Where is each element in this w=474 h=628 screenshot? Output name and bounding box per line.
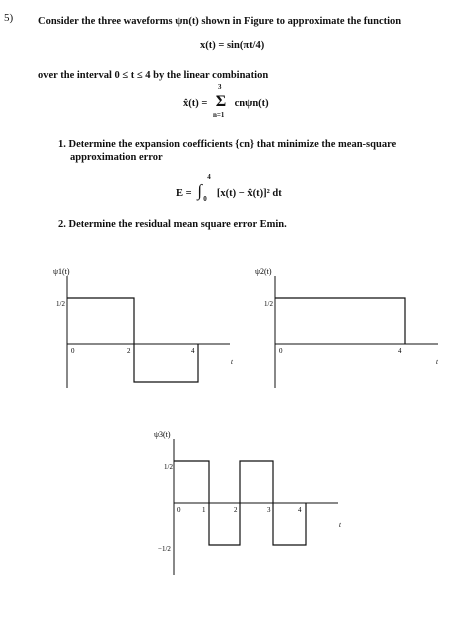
- summation-symbol: 3 Σ n=1: [212, 83, 227, 119]
- problem-number: 5): [4, 12, 14, 24]
- psi3-tick-3: 3: [267, 506, 271, 514]
- sum-upper-limit: 3: [217, 83, 222, 91]
- psi2-axis-var: t: [436, 358, 438, 366]
- psi2-waveform: [275, 298, 405, 344]
- psi1-tick-2: 2: [127, 347, 131, 355]
- psi2-half-label: 1/2: [264, 300, 273, 308]
- function-equation: x(t) = sin(πt/4): [200, 40, 265, 51]
- energy-rhs: [x(t) − x̂(t)]² dt: [216, 188, 282, 199]
- integral-symbol: 4 ∫ 0: [197, 173, 211, 203]
- psi1-tick-0: 0: [71, 347, 75, 355]
- energy-equation: [176, 173, 282, 203]
- approx-lhs: x̂(t) =: [183, 98, 208, 109]
- psi3-label: ψ3(t): [154, 430, 171, 439]
- psi2-tick-4: 4: [398, 347, 402, 355]
- graph-psi1: [45, 262, 245, 397]
- graph-psi2: [253, 262, 453, 397]
- psi1-axis-var: t: [231, 358, 233, 366]
- question-2: 2. Determine the residual mean square error Emin.: [58, 219, 287, 230]
- graph-psi3: [148, 425, 358, 585]
- approximation-equation: [183, 83, 269, 119]
- approx-rhs: cnψn(t): [234, 98, 269, 109]
- psi1-label: ψ1(t): [53, 267, 70, 276]
- interval-text: over the interval 0 ≤ t ≤ 4 by the linear combination: [38, 70, 269, 81]
- psi1-tick-4: 4: [191, 347, 195, 355]
- question-1-continued: approximation error: [70, 152, 163, 163]
- problem-intro: Consider the three waveforms ψn(t) shown in Figure to approximate the function: [38, 16, 402, 27]
- integral-lower-limit: 0: [203, 195, 207, 203]
- psi3-half-label: 1/2: [164, 463, 173, 471]
- psi3-tick-2: 2: [234, 506, 238, 514]
- question-1: 1. Determine the expansion coefficients {cn} that minimize the mean-square: [58, 139, 397, 150]
- psi3-tick-0: 0: [177, 506, 181, 514]
- psi3-tick-1: 1: [202, 506, 206, 514]
- psi3-axis-var: t: [339, 521, 341, 529]
- psi1-half-label: 1/2: [56, 300, 65, 308]
- psi2-label: ψ2(t): [255, 267, 272, 276]
- sum-lower-limit: n=1: [212, 111, 225, 119]
- psi2-tick-0: 0: [279, 347, 283, 355]
- integral-upper-limit: 4: [207, 173, 211, 181]
- psi3-neg-half-label: −1/2: [158, 545, 171, 553]
- psi3-tick-4: 4: [298, 506, 302, 514]
- psi1-waveform: [67, 298, 198, 382]
- energy-lhs: E =: [176, 188, 192, 199]
